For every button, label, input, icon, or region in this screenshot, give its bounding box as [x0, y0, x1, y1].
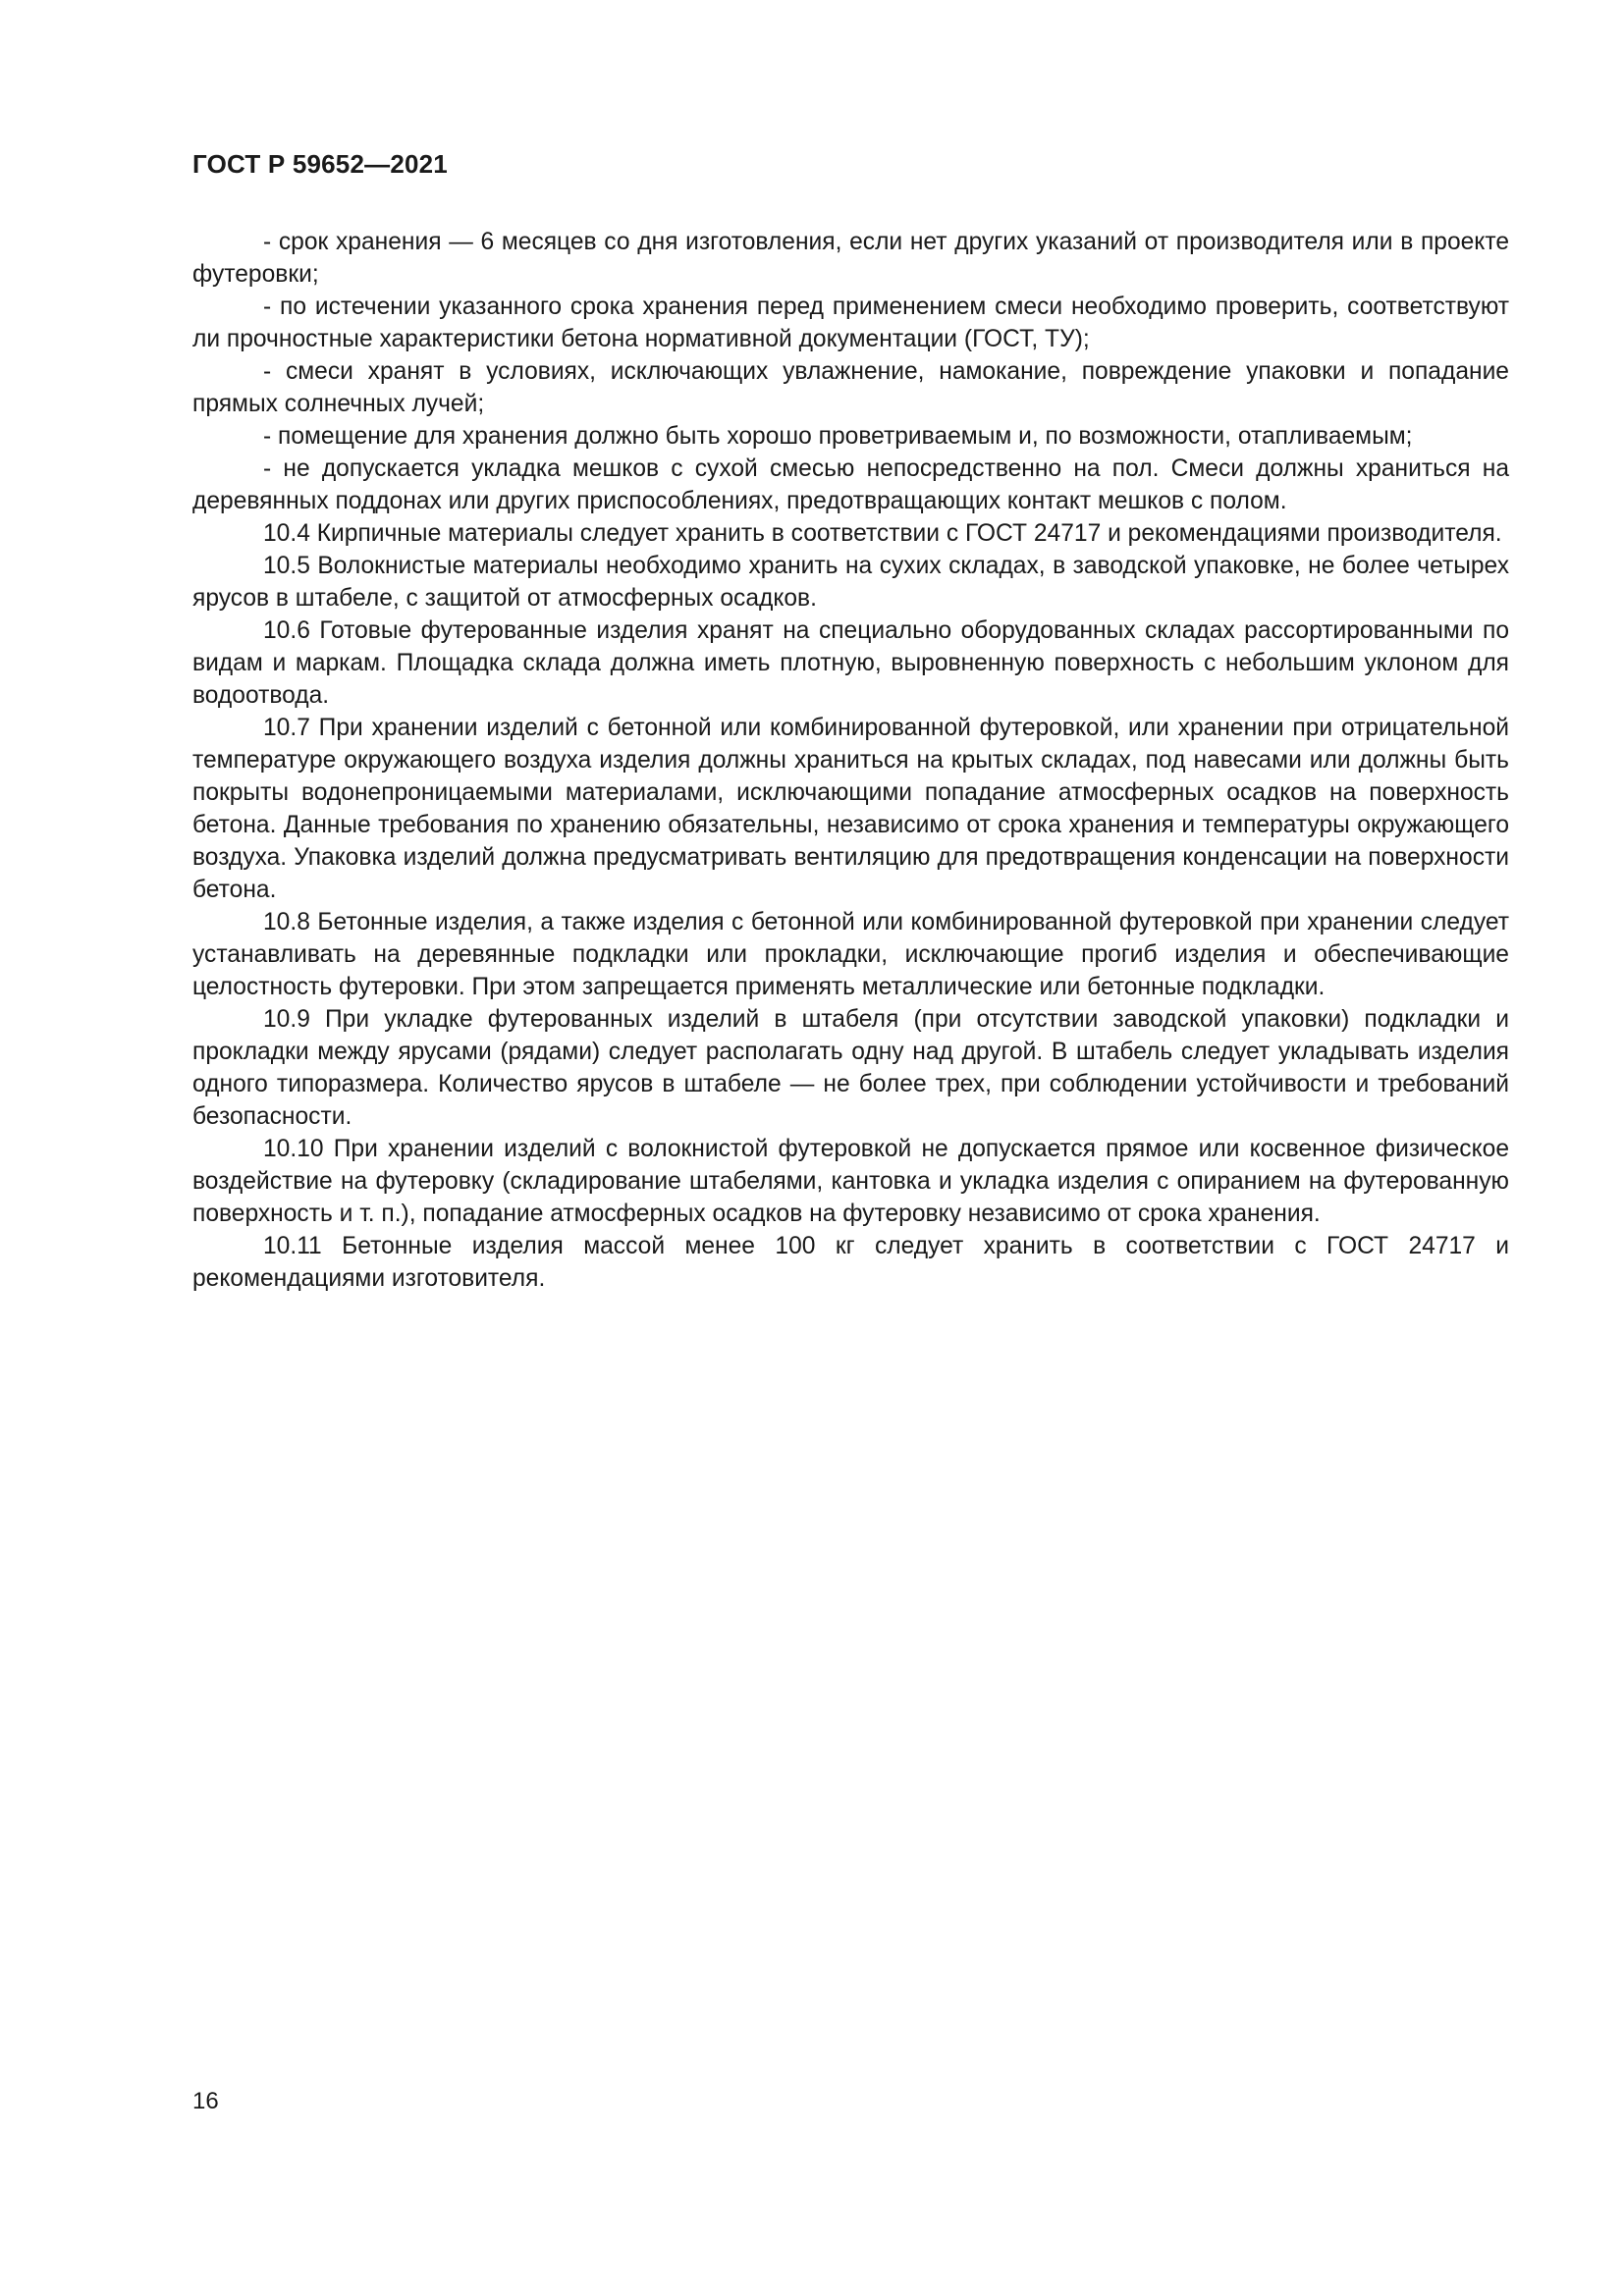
document-body: [192, 226, 1509, 1295]
paragraph: 10.5 Волокнистые материалы необходимо хранить на сухих складах, в заводской упаковке, не более четырех ярусов в штабеле, с защитой от атмосферных осадков.: [192, 553, 1509, 612]
paragraph: - помещение для хранения должно быть хорошо проветриваемым и, по возможности, отапливаемым;: [263, 423, 1413, 450]
paragraph: - не допускается укладка мешков с сухой смесью непосредственно на пол. Смеси должны храниться на деревянных поддонах или других приспособлениях, предотвращающих контакт мешков с полом.: [192, 455, 1509, 514]
paragraph: 10.7 При хранении изделий с бетонной или комбинированной футеровкой, или хранении при отрицательной температуре окружающего воздуха изделия должны храниться на крытых складах, под навесами или должны быть покрыты водонепроницаемыми материалами, исключающими попадание атмосферных осадков на поверхность бетона. Данные требования по хранению обязательны, независимо от срока хранения и температуры окружающего воздуха. Упаковка изделий должна предусматривать вентиляцию для предотвращения конденсации на поверхности бетона.: [192, 715, 1509, 903]
paragraph: 10.10 При хранении изделий с волокнистой футеровкой не допускается прямое или косвенное физическое воздействие на футеровку (складирование штабелями, кантовка и укладка изделия с опиранием на футерованную поверхность и т. п.), попадание атмосферных осадков на футеровку независимо от срока хранения.: [192, 1136, 1509, 1227]
paragraph: 10.4 Кирпичные материалы следует хранить в соответствии с ГОСТ 24717 и рекомендациями производителя.: [263, 520, 1502, 547]
paragraph: 10.6 Готовые футерованные изделия хранят на специально оборудованных складах рассортированными по видам и маркам. Площадка склада должна иметь плотную, выровненную поверхность с небольшим уклоном для водоотвода.: [192, 617, 1509, 709]
paragraph: 10.8 Бетонные изделия, а также изделия с бетонной или комбинированной футеровкой при хранении следует устанавливать на деревянные подкладки или прокладки, исключающие прогиб изделия и обеспечивающие целостность футеровки. При этом запрещается применять металлические или бетонные подкладки.: [192, 909, 1509, 1000]
paragraph: - по истечении указанного срока хранения перед применением смеси необходимо проверить, соответствуют ли прочностные характеристики бетона нормативной документации (ГОСТ, ТУ);: [192, 294, 1509, 352]
paragraph: 10.9 При укладке футерованных изделий в штабеля (при отсутствии заводской упаковки) подкладки и прокладки между ярусами (рядами) следует располагать одну над другой. В штабель следует укладывать изделия одного типоразмера. Количество ярусов в штабеле — не более трех, при соблюдении устойчивости и требований безопасности.: [192, 1006, 1509, 1130]
document-header: ГОСТ Р 59652—2021: [192, 149, 448, 179]
paragraph: 10.11 Бетонные изделия массой менее 100 кг следует хранить в соответствии с ГОСТ 24717 и рекомендациями изготовителя.: [192, 1233, 1509, 1292]
paragraph: - срок хранения — 6 месяцев со дня изготовления, если нет других указаний от производителя или в проекте футеровки;: [192, 229, 1509, 288]
page-number: 16: [192, 2088, 219, 2114]
paragraph: - смеси хранят в условиях, исключающих увлажнение, намокание, повреждение упаковки и попадание прямых солнечных лучей;: [192, 358, 1509, 417]
